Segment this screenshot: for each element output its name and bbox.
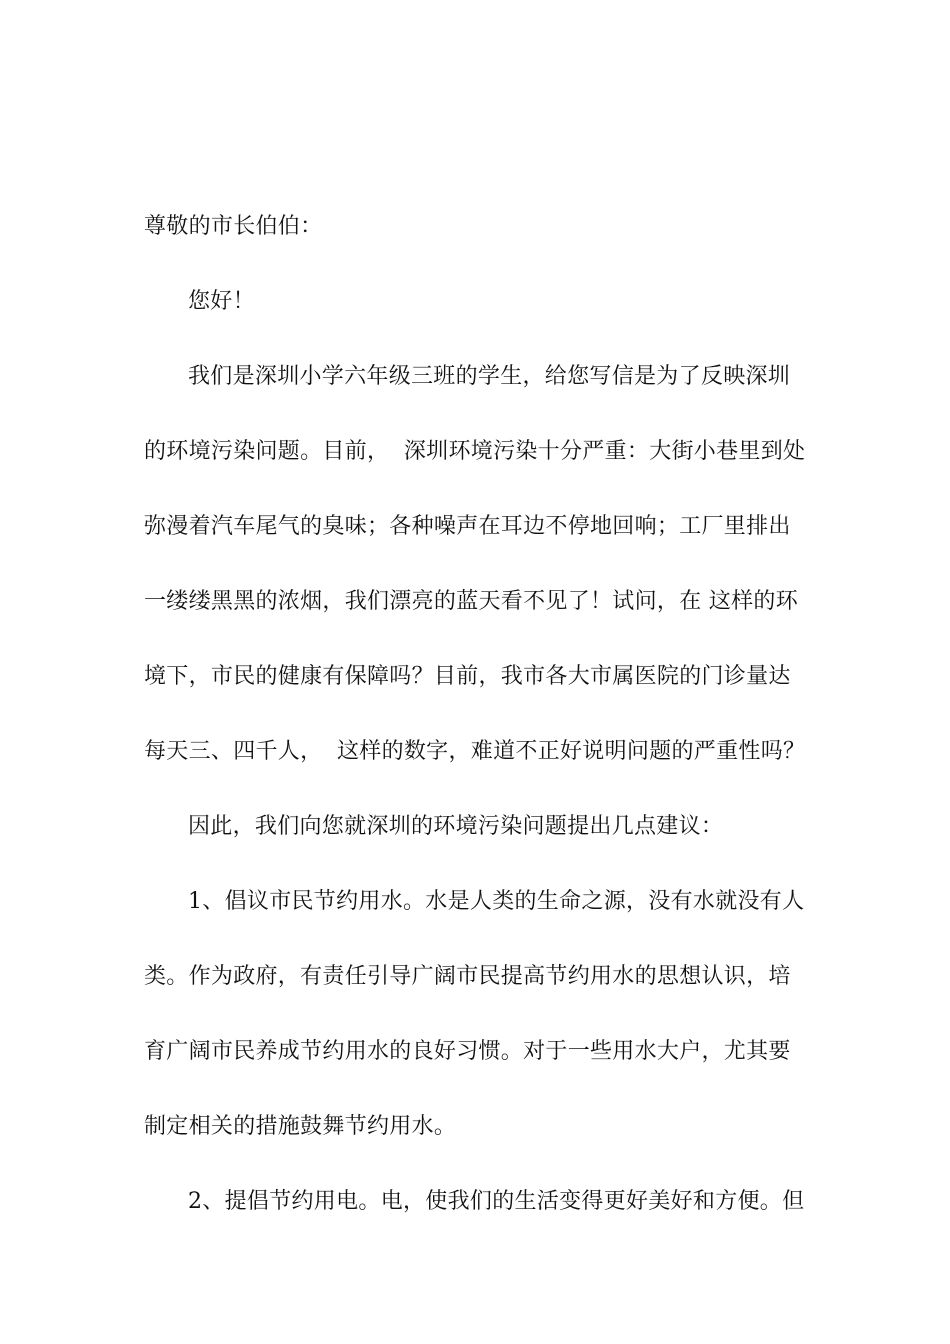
paragraph-line: 类。作为政府，有责任引导广阔市民提高节约用水的思想认识，培 bbox=[144, 964, 791, 989]
paragraph-line: 一缕缕黑黑的浓烟，我们漂亮的蓝天看不见了！试问，在 这样的环 bbox=[144, 589, 798, 614]
paragraph-line: 2、提倡节约用电。电，使我们的生活变得更好美好和方便。但 bbox=[188, 1189, 805, 1214]
salutation: 尊敬的市长伯伯： bbox=[144, 214, 323, 239]
greeting: 您好！ bbox=[188, 289, 255, 314]
paragraph-line: 每天三、四千人， 这样的数字，难道不正好说明问题的严重性吗？ bbox=[144, 739, 806, 764]
paragraph-line: 弥漫着汽车尾气的臭味；各种噪声在耳边不停地回响；工厂里排出 bbox=[144, 514, 791, 539]
paragraph-line: 我们是深圳小学六年级三班的学生，给您写信是为了反映深圳 bbox=[188, 364, 791, 389]
paragraph-line: 的环境污染问题。目前， 深圳环境污染十分严重：大街小巷里到处 bbox=[144, 439, 806, 464]
paragraph-line: 制定相关的措施鼓舞节约用水。 bbox=[144, 1114, 457, 1139]
paragraph-line: 育广阔市民养成节约用水的良好习惯。对于一些用水大户，尤其要 bbox=[144, 1039, 791, 1064]
paragraph-line: 因此，我们向您就深圳的环境污染问题提出几点建议： bbox=[188, 814, 724, 839]
paragraph-line: 1、倡议市民节约用水。水是人类的生命之源，没有水就没有人 bbox=[188, 889, 805, 914]
paragraph-line: 境下，市民的健康有保障吗？目前，我市各大市属医院的门诊量达 bbox=[144, 664, 791, 689]
